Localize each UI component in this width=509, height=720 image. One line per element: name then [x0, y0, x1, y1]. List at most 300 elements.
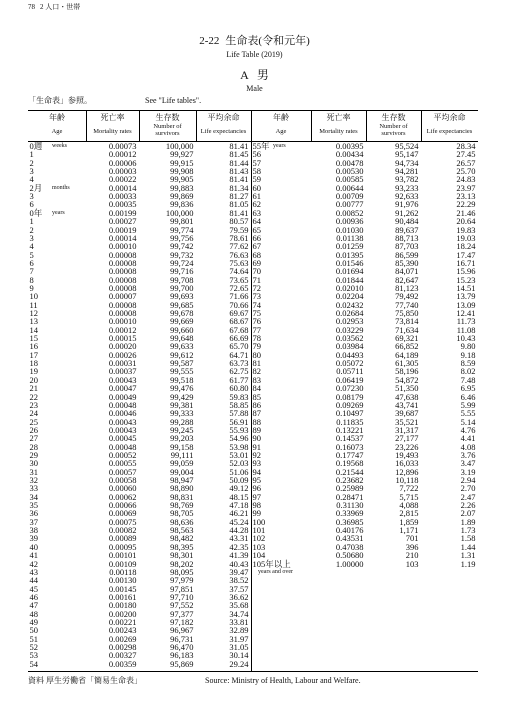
life-expectancy-cell: 30.14 [229, 650, 249, 661]
mortality-rate-cell: 0.00298 [108, 642, 137, 652]
table-row [251, 534, 478, 542]
age-unit-note: years and over [258, 568, 293, 575]
header-survivors-en: Number of survivors [153, 123, 182, 137]
mortality-rate-cell: 0.00012 [108, 149, 137, 160]
life-expectancy-cell: 47.18 [229, 500, 249, 511]
table-row [28, 493, 251, 501]
table-row [251, 526, 478, 534]
mortality-rate-cell: 0.03229 [335, 324, 364, 335]
age-value: 24 [29, 408, 38, 419]
table-number: 2-22 [199, 35, 220, 47]
mortality-rate-cell: 0.00046 [108, 408, 137, 419]
age-value: 74 [252, 299, 261, 310]
age-value: 14 [29, 324, 38, 335]
table-row [28, 384, 251, 392]
age-value: 1 [29, 149, 34, 160]
life-expectancy-cell: 72.65 [229, 282, 249, 293]
table-row [28, 251, 251, 259]
table-row [28, 543, 251, 551]
table-row [28, 610, 251, 618]
mortality-rate-cell: 1.00000 [335, 558, 364, 569]
life-expectancy-cell: 13.79 [456, 291, 476, 302]
life-expectancy-cell: 56.91 [229, 416, 249, 427]
life-expectancy-cell: 8.59 [460, 358, 476, 369]
life-expectancy-cell: 22.29 [456, 199, 476, 210]
life-expectancy-cell: 2.70 [460, 483, 476, 494]
mortality-rate-cell: 0.00010 [108, 241, 137, 252]
table-title-ja: 生命表(令和元年) [225, 35, 310, 47]
survivors-cell: 99,333 [170, 408, 194, 419]
mortality-rate-cell: 0.00200 [108, 608, 137, 619]
mortality-rate-cell: 0.00243 [108, 625, 137, 636]
mortality-rate-cell: 0.00045 [108, 433, 137, 444]
table-row [251, 342, 478, 350]
life-expectancy-cell: 78.61 [229, 232, 249, 243]
table-row [28, 351, 251, 359]
mortality-rate-cell: 0.00048 [108, 399, 137, 410]
life-expectancy-cell: 32.89 [229, 625, 249, 636]
age-value: 10 [29, 291, 38, 302]
age-value: 77 [252, 324, 261, 335]
table-header [28, 111, 478, 142]
age-value: 66 [252, 232, 261, 243]
survivors-cell: 99,203 [170, 433, 194, 444]
mortality-rate-cell: 0.40176 [335, 525, 364, 536]
age-value: 40 [29, 541, 38, 552]
age-value: 29 [29, 449, 38, 460]
mortality-rate-cell: 0.00043 [108, 416, 137, 427]
life-expectancy-cell: 1.31 [460, 550, 476, 561]
age-value: 88 [252, 416, 261, 427]
survivors-cell: 99,801 [170, 216, 194, 227]
survivors-cell: 71,634 [395, 324, 419, 335]
survivors-cell: 12,896 [395, 466, 419, 477]
mortality-rate-cell: 0.00221 [108, 616, 137, 627]
mortality-rate-cell: 0.21544 [335, 466, 364, 477]
age-value: 58 [252, 166, 261, 177]
life-expectancy-cell: 81.27 [229, 191, 249, 202]
survivors-cell: 99,245 [170, 424, 194, 435]
mortality-rate-cell: 0.43531 [335, 533, 364, 544]
survivors-cell: 95,869 [170, 658, 194, 669]
table-row [251, 434, 478, 442]
age-value: 19 [29, 366, 38, 377]
table-row [28, 643, 251, 651]
header-age-en: Age [275, 128, 287, 135]
header-mortality-ja: 死亡率 [100, 113, 125, 122]
survivors-cell: 94,734 [395, 157, 419, 168]
mortality-rate-cell: 0.03562 [335, 333, 364, 344]
mortality-rate-cell: 0.00269 [108, 633, 137, 644]
life-expectancy-cell: 67.68 [229, 324, 249, 335]
table-row [28, 601, 251, 609]
mortality-rate-cell: 0.00585 [335, 174, 364, 185]
table-body-left [28, 142, 251, 671]
table-row [251, 292, 478, 300]
table-row [28, 342, 251, 350]
mortality-rate-cell: 0.33969 [335, 508, 364, 519]
header-age-ja: 年齢 [273, 113, 289, 122]
table-row [28, 326, 251, 334]
age-value: 18 [29, 358, 38, 369]
table-row [28, 534, 251, 542]
age-value: 87 [252, 408, 261, 419]
life-expectancy-cell: 81.45 [229, 149, 249, 160]
column-divider [311, 111, 312, 141]
survivors-cell: 98,636 [170, 516, 194, 527]
life-expectancy-cell: 70.66 [229, 299, 249, 310]
age-cell [28, 242, 86, 250]
life-expectancy-cell: 7.48 [460, 374, 476, 385]
age-value: 72 [252, 282, 261, 293]
survivors-cell: 16,033 [395, 458, 419, 469]
age-value: 99 [252, 508, 261, 519]
age-value: 4 [29, 174, 34, 185]
survivors-cell: 31,317 [395, 424, 419, 435]
survivors-cell: 396 [405, 541, 419, 552]
survivors-cell: 99,883 [170, 182, 194, 193]
life-expectancy-cell: 6.95 [460, 383, 476, 394]
table-row [251, 142, 478, 150]
table-row [251, 558, 478, 575]
age-value: 56 [252, 149, 261, 160]
survivors-cell: 98,769 [170, 500, 194, 511]
age-value: 53 [29, 650, 38, 661]
age-value: 2 [29, 224, 34, 235]
survivors-cell: 99,724 [170, 257, 194, 268]
table-row [251, 192, 478, 200]
survivors-cell: 98,947 [170, 475, 194, 485]
age-value: 39 [29, 533, 38, 544]
survivors-cell: 95,524 [395, 141, 419, 151]
age-value: 78 [252, 333, 261, 344]
mortality-rate-cell: 0.07230 [335, 383, 364, 394]
life-expectancy-cell: 15.23 [456, 274, 476, 285]
section-title: 2 人口・世帯 [40, 3, 81, 11]
life-expectancy-cell: 1.73 [460, 525, 476, 536]
mortality-rate-cell: 0.00019 [108, 224, 137, 235]
table-row [28, 459, 251, 467]
life-expectancy-cell: 81.41 [229, 174, 249, 185]
age-value: 101 [252, 525, 266, 536]
header-life-expectancy [196, 111, 251, 141]
life-table [28, 110, 478, 672]
life-expectancy-cell: 50.09 [229, 475, 249, 485]
age-value: 44 [29, 575, 38, 586]
mortality-rate-cell: 0.00047 [108, 383, 137, 394]
header-mortality [86, 111, 139, 141]
survivors-cell: 79,492 [395, 291, 419, 302]
age-value: 34 [29, 491, 38, 502]
age-value: 23 [29, 399, 38, 410]
mortality-rate-cell: 0.31130 [336, 500, 364, 511]
life-expectancy-cell: 2.26 [460, 500, 476, 511]
mortality-rate-cell: 0.01138 [336, 232, 364, 243]
survivors-cell: 99,111 [170, 449, 194, 460]
survivors-cell: 98,202 [170, 558, 194, 569]
life-expectancy-cell: 37.57 [229, 583, 249, 594]
life-expectancy-cell: 3.19 [460, 466, 476, 477]
survivors-cell: 75,850 [395, 308, 419, 318]
table-row [28, 618, 251, 626]
life-expectancy-cell: 31.05 [229, 642, 249, 652]
survivors-cell: 99,059 [170, 458, 194, 469]
table-row [28, 284, 251, 292]
mortality-rate-cell: 0.00035 [108, 199, 137, 210]
age-value: 65 [252, 224, 261, 235]
life-expectancy-cell: 81.41 [229, 207, 249, 218]
mortality-rate-cell: 0.00058 [108, 475, 137, 485]
table-row [28, 292, 251, 300]
age-value: 42 [29, 558, 38, 569]
table-row [28, 443, 251, 451]
table-row [28, 217, 251, 225]
age-value: 3 [29, 232, 34, 243]
table-row [28, 175, 251, 183]
mortality-rate-cell: 0.00048 [108, 441, 137, 452]
table-title [0, 35, 509, 48]
survivors-cell: 93,233 [395, 182, 419, 193]
life-expectancy-cell: 81.41 [229, 141, 249, 151]
survivors-cell: 99,905 [170, 174, 194, 185]
life-expectancy-cell: 9.18 [460, 349, 476, 360]
survivors-cell: 99,004 [170, 466, 194, 477]
table-row [251, 200, 478, 208]
survivors-cell: 99,915 [170, 157, 194, 168]
age-value: 31 [29, 466, 38, 477]
survivors-cell: 1,859 [399, 516, 419, 527]
header-mortality-en: Mortality rates [319, 128, 358, 135]
age-value: 90 [252, 433, 261, 444]
mortality-rate-cell: 0.14537 [335, 433, 364, 444]
age-cell [28, 276, 86, 284]
header-life-expectancy-en: Life expectancies [200, 128, 247, 135]
table-row [251, 226, 478, 234]
life-expectancy-cell: 11.73 [456, 316, 476, 327]
table-row [28, 501, 251, 509]
survivors-cell: 43,741 [395, 399, 419, 410]
mortality-rate-cell: 0.00161 [108, 591, 137, 602]
header-life-expectancy [421, 111, 478, 141]
life-expectancy-cell: 14.51 [456, 282, 476, 293]
table-row [251, 359, 478, 367]
age-value: 57 [252, 157, 261, 168]
mortality-rate-cell: 0.02432 [335, 299, 364, 310]
source-note-ja: 資料 厚生労働省「簡易生命表」 [28, 676, 142, 685]
mortality-rate-cell: 0.36985 [335, 516, 364, 527]
age-value: 75 [252, 308, 261, 318]
table-row [28, 242, 251, 250]
life-expectancy-cell: 1.89 [460, 516, 476, 527]
age-cell [28, 217, 86, 225]
age-cell [28, 267, 86, 275]
age-value: 79 [252, 341, 261, 352]
mortality-rate-cell: 0.00130 [108, 575, 137, 586]
age-value: 15 [29, 333, 38, 344]
mortality-rate-cell: 0.00082 [108, 525, 137, 536]
life-expectancy-cell: 16.71 [456, 257, 476, 268]
survivors-cell: 98,705 [170, 508, 194, 519]
table-row [28, 317, 251, 325]
survivors-cell: 90,484 [395, 216, 419, 227]
survivors-cell: 19,493 [395, 449, 419, 460]
header-survivors [366, 111, 421, 141]
life-expectancy-cell: 25.70 [456, 166, 476, 177]
life-expectancy-cell: 35.68 [229, 600, 249, 611]
life-expectancy-cell: 5.55 [460, 408, 476, 419]
age-value: 37 [29, 516, 38, 527]
survivors-cell: 99,612 [170, 349, 194, 360]
survivors-cell: 91,976 [395, 199, 419, 210]
survivors-cell: 99,158 [170, 441, 194, 452]
survivors-cell: 97,552 [170, 600, 194, 611]
header-survivors [139, 111, 196, 141]
age-cell [28, 226, 86, 234]
mortality-rate-cell: 0.00145 [108, 583, 137, 594]
table-row [28, 309, 251, 317]
table-body-right [251, 142, 478, 671]
survivors-cell: 99,742 [170, 241, 194, 252]
mortality-rate-cell: 0.00008 [108, 282, 137, 293]
survivors-cell: 95,147 [395, 149, 419, 160]
mortality-rate-cell: 0.00777 [335, 199, 364, 210]
mortality-rate-cell: 0.00010 [108, 316, 137, 327]
mortality-rate-cell: 0.25989 [335, 483, 364, 494]
mortality-rate-cell: 0.00109 [108, 558, 137, 569]
mortality-rate-cell: 0.00033 [108, 191, 137, 202]
age-value: 12 [29, 308, 38, 318]
age-value: 25 [29, 416, 38, 427]
survivors-cell: 98,890 [170, 483, 194, 494]
table-row [251, 367, 478, 375]
table-row [28, 593, 251, 601]
mortality-rate-cell: 0.00478 [335, 157, 364, 168]
table-row [251, 317, 478, 325]
running-head [28, 3, 80, 12]
age-value: 21 [29, 383, 38, 394]
age-unit: years [52, 209, 65, 216]
table-row [251, 309, 478, 317]
survivors-cell: 81,123 [395, 282, 419, 293]
survivors-cell: 99,678 [170, 308, 194, 318]
age-value: 45 [29, 583, 38, 594]
age-unit: years [273, 143, 286, 149]
table-row [251, 409, 478, 417]
life-expectancy-cell: 61.77 [229, 374, 249, 385]
table-row [251, 251, 478, 259]
survivors-cell: 99,518 [170, 374, 194, 385]
age-value: 8 [29, 274, 34, 285]
mortality-rate-cell: 0.00359 [108, 658, 137, 669]
survivors-cell: 96,967 [170, 625, 194, 636]
survivors-cell: 99,708 [170, 274, 194, 285]
life-expectancy-cell: 79.59 [229, 224, 249, 235]
table-row [28, 518, 251, 526]
mortality-rate-cell: 0.00075 [108, 516, 137, 527]
header-age-ja: 年齢 [49, 113, 65, 122]
mortality-rate-cell: 0.00060 [108, 483, 137, 494]
age-value: 7 [29, 266, 34, 277]
header-survivors-en: Number of survivors [379, 123, 408, 137]
survivors-cell: 5,715 [399, 491, 419, 502]
age-value: 59 [252, 174, 261, 185]
age-value: 85 [252, 391, 261, 402]
age-value: 26 [29, 424, 38, 435]
age-value: 50 [29, 625, 38, 636]
survivors-cell: 2,815 [399, 508, 419, 519]
table-subtitle [0, 68, 509, 82]
subtitle-label: A [240, 68, 249, 82]
life-expectancy-cell: 49.12 [229, 483, 249, 494]
survivors-cell: 98,095 [170, 566, 194, 577]
life-expectancy-cell: 42.35 [229, 541, 249, 552]
mortality-rate-cell: 0.02953 [335, 316, 364, 327]
age-value: 49 [29, 616, 38, 627]
mortality-rate-cell: 0.00052 [108, 449, 137, 460]
survivors-cell: 92,633 [395, 191, 419, 202]
table-row [251, 393, 478, 401]
table-row [251, 334, 478, 342]
mortality-rate-cell: 0.00530 [335, 166, 364, 177]
survivors-cell: 89,637 [395, 224, 419, 235]
survivors-cell: 88,713 [395, 232, 419, 243]
life-expectancy-cell: 13.09 [456, 299, 476, 310]
life-expectancy-cell: 77.62 [229, 241, 249, 252]
table-row [28, 142, 251, 150]
survivors-cell: 99,381 [170, 399, 194, 410]
age-value: 54 [29, 658, 38, 669]
mortality-rate-cell: 0.00014 [108, 232, 137, 243]
age-value: 97 [252, 491, 261, 502]
age-value: 69 [252, 257, 261, 268]
survivors-cell: 97,377 [170, 608, 194, 619]
life-expectancy-cell: 21.46 [456, 207, 476, 218]
age-value: 104 [252, 550, 266, 561]
survivors-cell: 98,395 [170, 541, 194, 552]
table-row [28, 376, 251, 384]
survivors-cell: 84,071 [395, 266, 419, 277]
survivors-cell: 103 [405, 558, 419, 569]
age-value: 9 [29, 282, 34, 293]
age-value: 2 [29, 157, 34, 168]
mortality-rate-cell: 0.10497 [335, 408, 364, 419]
survivors-cell: 99,732 [170, 249, 194, 260]
table-row [251, 175, 478, 183]
table-row [251, 384, 478, 392]
age-cell [28, 209, 86, 217]
mortality-rate-cell: 0.00069 [108, 508, 137, 519]
table-row [251, 276, 478, 284]
life-expectancy-cell: 6.46 [460, 391, 476, 402]
mortality-rate-cell: 0.00020 [108, 341, 137, 352]
age-cell [28, 159, 86, 167]
life-expectancy-cell: 71.66 [229, 291, 249, 302]
age-value: 6 [29, 199, 34, 210]
survivors-cell: 99,716 [170, 266, 194, 277]
life-expectancy-cell: 55.93 [229, 424, 249, 435]
age-value: 0年 [29, 207, 43, 218]
age-value: 1 [29, 216, 34, 227]
age-value: 5 [29, 249, 34, 260]
table-row [251, 476, 478, 484]
age-value: 68 [252, 249, 261, 260]
age-cell [28, 167, 86, 175]
table-row [28, 409, 251, 417]
table-row [251, 509, 478, 517]
life-expectancy-cell: 36.62 [229, 591, 249, 602]
mortality-rate-cell: 0.09269 [335, 399, 364, 410]
life-expectancy-cell: 57.88 [229, 408, 249, 419]
